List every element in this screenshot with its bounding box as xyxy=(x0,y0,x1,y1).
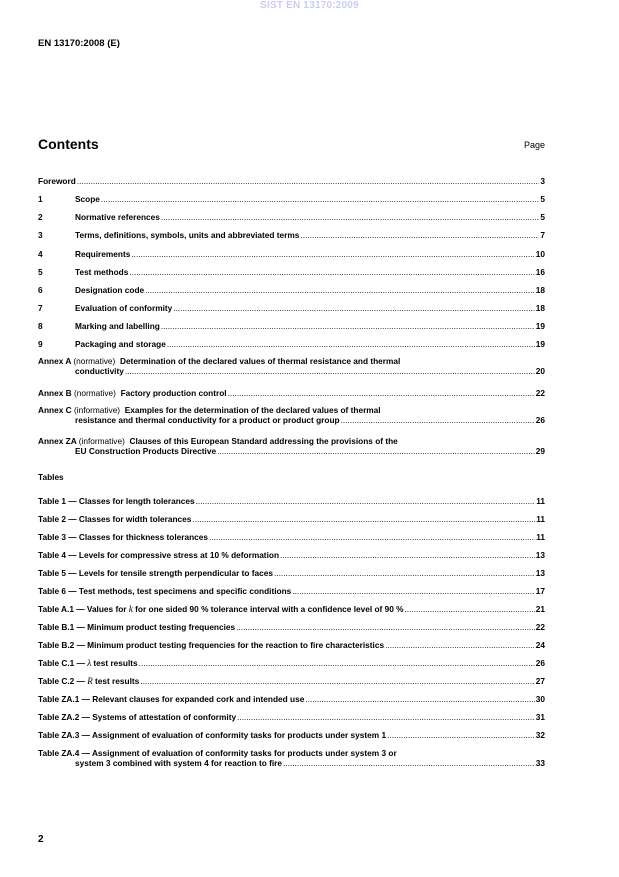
annex-title: Examples for the determination of the declared values of thermal xyxy=(124,405,381,415)
section-number: 9 xyxy=(38,339,43,349)
toc-entry-page: 18 xyxy=(535,285,545,295)
toc-entry-label: Table 1 — Classes for length tolerances xyxy=(38,496,195,506)
symbol-k: k xyxy=(128,604,133,614)
leader-dots xyxy=(385,640,535,650)
annex-title: Determination of the declared values of thermal resistance and thermal xyxy=(119,356,401,366)
toc-entry-table[interactable] xyxy=(38,730,545,740)
toc-entry-label-rest: test results xyxy=(91,658,138,668)
leader-dots xyxy=(140,676,535,686)
toc-entry-table[interactable] xyxy=(38,640,545,650)
toc-entry-label: Table B.2 — Minimum product testing frequencies for the reaction to fire characteristics xyxy=(38,640,385,650)
section-number: 4 xyxy=(38,249,43,259)
watermark: SIST EN 13170:2009 xyxy=(260,0,359,11)
symbol-r: R xyxy=(87,676,93,686)
toc-entry-section[interactable] xyxy=(38,339,545,349)
toc-entry-label: Table ZA.1 — Relevant clauses for expanded cork and intended use xyxy=(38,694,305,704)
annex-kind: (normative) xyxy=(73,388,116,398)
leader-dots xyxy=(129,267,534,277)
leader-dots xyxy=(173,303,535,313)
leader-dots xyxy=(237,712,535,722)
toc-entry-page: 11 xyxy=(536,514,545,524)
toc-entry-table[interactable] xyxy=(38,622,545,632)
toc-entry-table[interactable] xyxy=(38,604,545,614)
toc-entry-page: 26 xyxy=(535,415,545,425)
toc-entry-label: Table C.2 — xyxy=(38,676,88,686)
page-number: 2 xyxy=(38,834,44,845)
leader-dots xyxy=(192,514,535,524)
toc-entry-table[interactable] xyxy=(38,676,545,686)
section-number: 5 xyxy=(38,267,43,277)
toc-entry-section[interactable] xyxy=(38,194,545,204)
section-number: 1 xyxy=(38,194,43,204)
leader-dots xyxy=(228,388,535,398)
leader-dots xyxy=(77,176,540,186)
toc-entry-table[interactable] xyxy=(38,658,545,668)
toc-entry-label: Table 2 — Classes for width tolerances xyxy=(38,514,192,524)
toc-entry-page: 5 xyxy=(540,194,545,204)
leader-dots xyxy=(305,694,534,704)
leader-dots xyxy=(167,339,535,349)
toc-entry-section[interactable] xyxy=(38,267,545,277)
toc-entry-label: Marking and labelling xyxy=(75,321,160,331)
toc-entry-table[interactable] xyxy=(38,532,545,542)
leader-dots xyxy=(274,568,535,578)
annex-title: Factory production control xyxy=(120,388,227,398)
toc-entry-label: Table B.1 — Minimum product testing frequencies xyxy=(38,622,236,632)
toc-entry-label: Table ZA.4 — Assignment of evaluation of conformity tasks for products under system 3 or xyxy=(38,748,397,758)
toc-entry-table[interactable] xyxy=(38,496,545,506)
toc-entry-page: 11 xyxy=(536,532,545,542)
toc-entry-table[interactable] xyxy=(38,748,545,768)
toc-entry-label: Terms, definitions, symbols, units and abbreviated terms xyxy=(75,230,300,240)
leader-dots xyxy=(101,194,539,204)
toc-entry-foreword[interactable] xyxy=(38,176,545,186)
toc-entry-label: Table ZA.2 — Systems of attestation of conformity xyxy=(38,712,237,722)
toc-entry-page: 16 xyxy=(535,267,545,277)
annex-name: Annex B xyxy=(38,388,72,398)
leader-dots xyxy=(209,532,535,542)
leader-dots xyxy=(283,758,535,768)
leader-dots xyxy=(292,586,534,596)
toc-entry-label: Table C.1 — xyxy=(38,658,88,668)
leader-dots xyxy=(196,496,536,506)
toc-entry-page: 20 xyxy=(535,366,545,376)
annex-kind: (normative) xyxy=(73,356,116,366)
tables-heading: Tables xyxy=(38,472,64,482)
toc-entry-page: 30 xyxy=(535,694,545,704)
toc-entry-section[interactable] xyxy=(38,285,545,295)
toc-entry-page: 29 xyxy=(535,446,545,456)
leader-dots xyxy=(236,622,535,632)
section-number: 2 xyxy=(38,212,43,222)
toc-entry-label: Table 6 — Test methods, test specimens and specific conditions xyxy=(38,586,292,596)
leader-dots xyxy=(161,321,535,331)
leader-dots xyxy=(280,550,535,560)
section-number: 3 xyxy=(38,230,43,240)
section-number: 6 xyxy=(38,285,43,295)
leader-dots xyxy=(341,415,535,425)
toc-entry-page: 11 xyxy=(536,496,545,506)
toc-entry-label: Scope xyxy=(75,194,100,204)
toc-entry-label: Table 4 — Levels for compressive stress at 10 % deformation xyxy=(38,550,280,560)
annex-name: Annex ZA xyxy=(38,436,77,446)
annex-kind: (informative) xyxy=(78,436,125,446)
document-identifier: EN 13170:2008 (E) xyxy=(38,38,120,49)
toc-entry-annex[interactable] xyxy=(38,388,545,398)
toc-entry-table[interactable] xyxy=(38,568,545,578)
leader-dots xyxy=(125,366,535,376)
toc-entry-section[interactable] xyxy=(38,321,545,331)
annex-title-continued: EU Construction Products Directive xyxy=(75,446,217,456)
toc-entry-table[interactable] xyxy=(38,550,545,560)
toc-entry-page: 33 xyxy=(535,758,545,768)
toc-entry-label: Table A.1 — Values for xyxy=(38,604,129,614)
toc-entry-table[interactable] xyxy=(38,514,545,524)
toc-entry-section[interactable] xyxy=(38,303,545,313)
toc-entry-page: 21 xyxy=(535,604,545,614)
toc-entry-page: 22 xyxy=(535,622,545,632)
toc-entry-page: 17 xyxy=(535,586,545,596)
toc-entry-page: 13 xyxy=(535,568,545,578)
toc-entry-section[interactable] xyxy=(38,249,545,259)
leader-dots xyxy=(300,230,539,240)
toc-entry-page: 27 xyxy=(535,676,545,686)
toc-entry-label-continued: system 3 combined with system 4 for reaction to fire xyxy=(75,758,283,768)
toc-entry-label-rest: for one sided 90 % tolerance interval with a confidence level of 90 % xyxy=(132,604,404,614)
symbol-lambda: λ xyxy=(87,658,92,668)
toc-entry-page: 13 xyxy=(535,550,545,560)
toc-entry-label: Normative references xyxy=(75,212,160,222)
toc-entry-label: Test methods xyxy=(75,267,129,277)
toc-entry-table[interactable] xyxy=(38,712,545,722)
annex-title: Clauses of this European Standard addressing the provisions of the xyxy=(129,436,398,446)
toc-entry-label: Table 3 — Classes for thickness tolerances xyxy=(38,532,209,542)
toc-entry-page: 18 xyxy=(535,303,545,313)
toc-entry-page: 7 xyxy=(540,230,545,240)
toc-entry-label: Designation code xyxy=(75,285,145,295)
toc-entry-annex[interactable] xyxy=(38,436,545,456)
toc-entry-label: Requirements xyxy=(75,249,131,259)
toc-entry-page: 32 xyxy=(535,730,545,740)
leader-dots xyxy=(139,658,535,668)
section-number: 7 xyxy=(38,303,43,313)
annex-name: Annex C xyxy=(38,405,72,415)
page-column-label: Page xyxy=(523,140,545,150)
toc-entry-page: 26 xyxy=(535,658,545,668)
toc-entry-table[interactable] xyxy=(38,586,545,596)
toc-entry-label: Packaging and storage xyxy=(75,339,166,349)
toc-entry-page: 31 xyxy=(535,712,545,722)
toc-entry-page: 22 xyxy=(535,388,545,398)
annex-title-continued: conductivity xyxy=(75,366,124,376)
leader-dots xyxy=(405,604,535,614)
toc-entry-page: 3 xyxy=(540,176,545,186)
toc-entry-label: Foreword xyxy=(38,176,76,186)
annex-name: Annex A xyxy=(38,356,72,366)
contents-title: Contents xyxy=(38,136,99,152)
toc-entry-table[interactable] xyxy=(38,694,545,704)
leader-dots xyxy=(161,212,540,222)
toc-entry-page: 10 xyxy=(535,249,545,259)
annex-kind: (informative) xyxy=(73,405,121,415)
toc-entry-page: 5 xyxy=(540,212,545,222)
toc-entry-page: 24 xyxy=(535,640,545,650)
leader-dots xyxy=(217,446,535,456)
leader-dots xyxy=(131,249,534,259)
toc-entry-label: Evaluation of conformity xyxy=(75,303,173,313)
section-number: 8 xyxy=(38,321,43,331)
leader-dots xyxy=(387,730,535,740)
toc-entry-label: Table 5 — Levels for tensile strength perpendicular to faces xyxy=(38,568,273,578)
toc-entry-page: 19 xyxy=(535,339,545,349)
leader-dots xyxy=(145,285,535,295)
toc-entry-section[interactable] xyxy=(38,212,545,222)
toc-entry-annex[interactable] xyxy=(38,405,545,425)
toc-entry-label: Table ZA.3 — Assignment of evaluation of conformity tasks for products under system 1 xyxy=(38,730,387,740)
toc-entry-page: 19 xyxy=(535,321,545,331)
toc-entry-label-rest: test results xyxy=(92,676,140,686)
toc-entry-annex[interactable] xyxy=(38,356,545,376)
toc-entry-section[interactable] xyxy=(38,230,545,240)
annex-title-continued: resistance and thermal conductivity for a product or product group xyxy=(75,415,340,425)
